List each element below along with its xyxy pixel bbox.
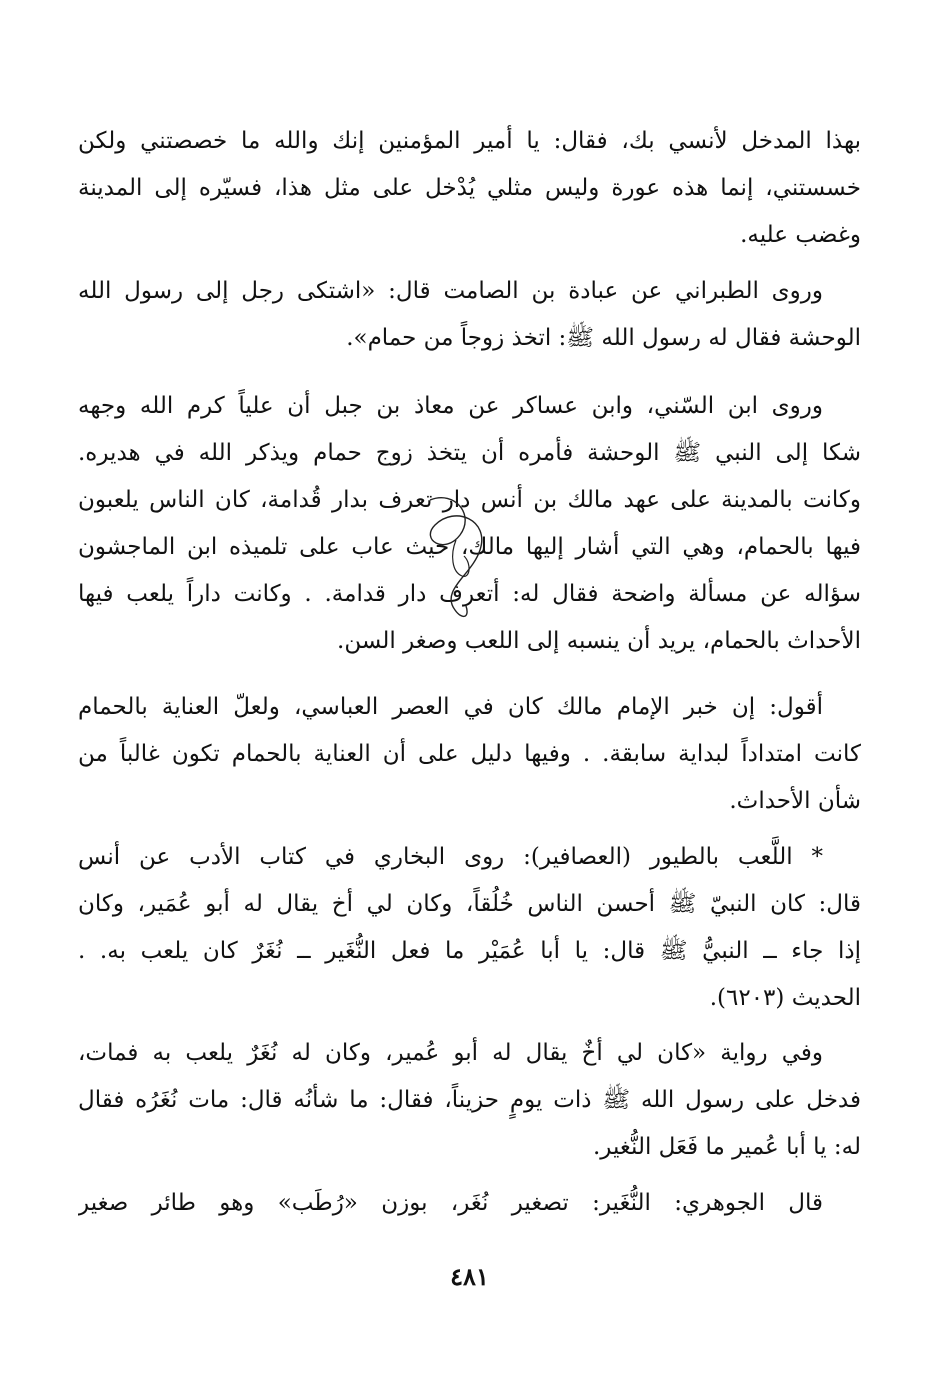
page-number: ٤٨١: [450, 1262, 489, 1291]
text-line: وغضب عليه.: [740, 222, 861, 248]
text-line: قال: كان النبيّ ﷺ أحسن الناس خُلُقاً، وكان لي أخ يقال له أبو عُمَير، وكان: [78, 891, 861, 917]
text-line: وروى ابن السّني، وابن عساكر عن معاذ بن جبل أن علياً كرم الله وجهه: [78, 393, 823, 419]
pen-scribble-mark: [400, 480, 520, 630]
text-line: فدخل على رسول الله ﷺ ذات يومٍ حزيناً، فقال: ما شأنُه قال: مات نُغَرُه فقال: [78, 1087, 861, 1113]
text-line: فيها بالحمام، وهي التي أشار إليها مالك، حيث عاب على تلميذه ابن الماجشون: [78, 534, 861, 560]
text-line: شكا إلى النبي ﷺ الوحشة فأمره أن يتخذ زوج حمام ويذكر الله في هديره.: [78, 440, 861, 466]
text-line: سؤاله عن مسألة واضحة فقال له: أتعرف دار قدامة. . وكانت داراً يلعب فيها: [78, 581, 861, 607]
text-line: كانت امتداداً لبداية سابقة. . وفيها دليل على أن العناية بالحمام تكون غالباً من: [78, 741, 861, 767]
text-line: * اللَّعب بالطيور (العصافير): روى البخاري في كتاب الأدب عن أنس: [78, 844, 823, 870]
text-line: الوحشة فقال له رسول الله ﷺ: اتخذ زوجاً من حمام».: [346, 325, 861, 351]
text-line: أقول: إن خبر الإمام مالك كان في العصر العباسي، ولعلّ العناية بالحمام: [78, 694, 823, 720]
text-line: له: يا أبا عُمير ما فَعَل النُّغير.: [592, 1134, 861, 1160]
text-line: الحديث (٦٢٠٣).: [709, 985, 861, 1011]
text-line: إذا جاء ــ النبيُّ ﷺ قال: يا أبا عُمَيْر ما فعل النُّغَير ــ نُغَرٌ كان يلعب به. .: [78, 938, 861, 964]
paragraph-6: [78, 1030, 861, 1171]
text-line: وكانت بالمدينة على عهد مالك بن أنس دار تعرف بدار قُدامة، كان الناس يلعبون: [78, 487, 861, 513]
text-line: خسستني، إنما هذه عورة وليس مثلي يُدْخل على مثل هذا، فسيّره إلى المدينة: [78, 175, 861, 201]
paragraph-2: [78, 268, 861, 362]
paragraph-7: [78, 1180, 861, 1227]
text-line: شأن الأحداث.: [729, 788, 861, 814]
paragraph-1: [78, 118, 861, 259]
paragraph-4: [78, 684, 861, 825]
text-line: وفي رواية «كان لي أخٌ يقال له أبو عُمير، وكان له نُغَرٌ يلعب به فمات،: [78, 1040, 823, 1066]
text-line: وروى الطبراني عن عبادة بن الصامت قال: «اشتكى رجل إلى رسول الله: [78, 278, 823, 304]
paragraph-5: [78, 834, 861, 1022]
text-line: بهذا المدخل لأنسي بك، فقال: يا أمير المؤمنين إنك والله ما خصصتني ولكن: [78, 128, 861, 154]
text-line: قال الجوهري: النُّغَير: تصغير نُغَر، بوزن «رُطَب» وهو طائر صغير: [78, 1190, 823, 1216]
text-line: الأحداث بالحمام، يريد أن ينسبه إلى اللعب وصغر السن.: [337, 628, 861, 654]
